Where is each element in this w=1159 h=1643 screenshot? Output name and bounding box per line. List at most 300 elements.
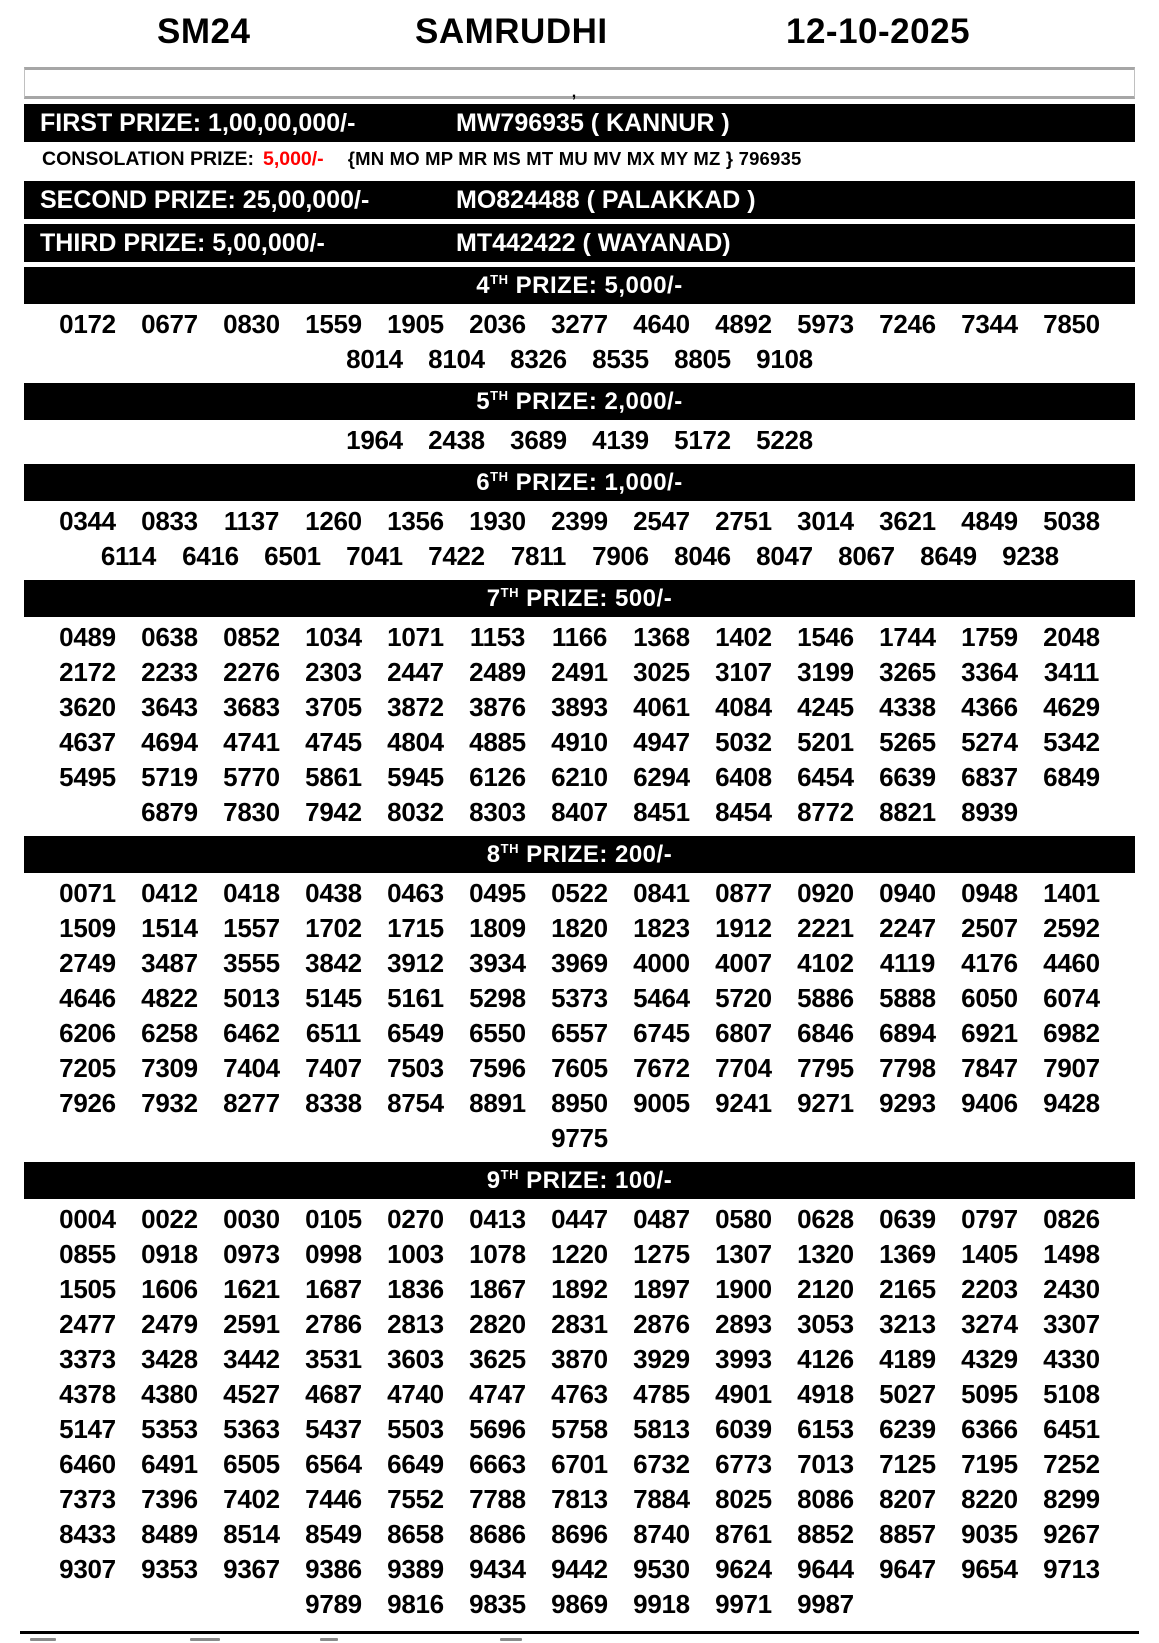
lottery-number: 2430: [1043, 1274, 1100, 1304]
lottery-number: 4822: [141, 983, 198, 1013]
prize-section: [0, 836, 1159, 1157]
lottery-number: 3625: [469, 1344, 526, 1374]
lottery-number: 7309: [141, 1053, 198, 1083]
number-row: [0, 946, 1159, 981]
lottery-number: 9035: [961, 1519, 1018, 1549]
lottery-number: 0580: [715, 1204, 772, 1234]
lottery-number: 6663: [469, 1449, 526, 1479]
lottery-number: 2233: [141, 657, 198, 687]
lottery-number: 5503: [387, 1414, 444, 1444]
lottery-number: 8014: [346, 344, 403, 374]
lottery-number: 0412: [141, 878, 198, 908]
lottery-number: 2749: [59, 948, 116, 978]
lottery-number: 7811: [510, 541, 567, 571]
lottery-number: 9835: [469, 1589, 526, 1619]
number-row: [0, 690, 1159, 725]
lottery-number: 5888: [879, 983, 936, 1013]
lottery-number: 1744: [879, 622, 936, 652]
lottery-number: 4366: [961, 692, 1018, 722]
lottery-number: 9644: [797, 1554, 854, 1584]
draw-date: 12-10-2025: [786, 12, 971, 51]
lottery-number: 9428: [1043, 1088, 1100, 1118]
lottery-number: 8104: [428, 344, 485, 374]
lottery-number: 9271: [797, 1088, 854, 1118]
lottery-number: 3969: [551, 948, 608, 978]
lottery-number: 4745: [305, 727, 362, 757]
lottery-number: 6408: [715, 762, 772, 792]
lottery-number: 9987: [797, 1589, 854, 1619]
lottery-number: 8535: [592, 344, 649, 374]
lottery-number: 9108: [756, 344, 813, 374]
lottery-number: 1368: [633, 622, 690, 652]
lottery-number: 6879: [141, 797, 198, 827]
consolation-series: {MN MO MP MR MS MT MU MV MX MY MZ } 796935: [347, 148, 802, 169]
lottery-number: 7596: [469, 1053, 526, 1083]
lottery-number: 0830: [223, 309, 280, 339]
lottery-number: 2221: [797, 913, 854, 943]
lottery-number: 4189: [879, 1344, 936, 1374]
number-row: [0, 876, 1159, 911]
lottery-number: 0841: [633, 878, 690, 908]
lottery-number: 5027: [879, 1379, 936, 1409]
number-row: [0, 1447, 1159, 1482]
lottery-number: 1405: [961, 1239, 1018, 1269]
lottery-number: 4740: [387, 1379, 444, 1409]
lottery-number: 8950: [551, 1088, 608, 1118]
number-row: [0, 1587, 1159, 1622]
number-row: [0, 1202, 1159, 1237]
lottery-number: 3705: [305, 692, 362, 722]
number-row: [0, 1377, 1159, 1412]
lottery-number: 3411: [1043, 657, 1100, 687]
lottery-number: 9367: [223, 1554, 280, 1584]
lottery-number: 8772: [797, 797, 854, 827]
lottery-number: 1559: [305, 309, 362, 339]
lottery-number: 9918: [633, 1589, 690, 1619]
lottery-number: 0677: [141, 309, 198, 339]
third-prize-label: THIRD PRIZE: 5,00,000/-: [40, 228, 325, 257]
number-row: [0, 423, 1159, 458]
lottery-number: 8086: [797, 1484, 854, 1514]
lottery-number: 4380: [141, 1379, 198, 1409]
lottery-number: 1498: [1043, 1239, 1100, 1269]
lottery-number: 7446: [305, 1484, 362, 1514]
lottery-number: 8761: [715, 1519, 772, 1549]
lottery-number: 0418: [223, 878, 280, 908]
lottery-number: 2831: [551, 1309, 608, 1339]
lottery-number: 3014: [797, 506, 854, 536]
lottery-number: 3912: [387, 948, 444, 978]
lottery-number: 1166: [551, 622, 608, 652]
second-prize-winner: MO824488 ( PALAKKAD ): [456, 185, 756, 214]
lottery-number: 5161: [387, 983, 444, 1013]
number-row: [0, 1272, 1159, 1307]
lottery-number: 4126: [797, 1344, 854, 1374]
lottery-number: 4849: [961, 506, 1018, 536]
lottery-number: 6074: [1043, 983, 1100, 1013]
number-row: [0, 1307, 1159, 1342]
lottery-number: 2165: [879, 1274, 936, 1304]
lottery-number: 0628: [797, 1204, 854, 1234]
lottery-number: 1078: [469, 1239, 526, 1269]
prize-section-header: 8TH PRIZE: 200/-: [24, 836, 1135, 873]
lottery-number: 3689: [510, 425, 567, 455]
lottery-number: 4804: [387, 727, 444, 757]
lottery-number: 1867: [469, 1274, 526, 1304]
lottery-number: 6460: [59, 1449, 116, 1479]
lottery-number: 1509: [59, 913, 116, 943]
lottery-number: 1900: [715, 1274, 772, 1304]
lottery-number: 4460: [1043, 948, 1100, 978]
lottery-number: 7704: [715, 1053, 772, 1083]
prize-section: [0, 383, 1159, 459]
lottery-number: 7850: [1043, 309, 1100, 339]
lottery-number: 3893: [551, 692, 608, 722]
lottery-number: 2438: [428, 425, 485, 455]
lottery-number: 3872: [387, 692, 444, 722]
lottery-number: 3307: [1043, 1309, 1100, 1339]
lottery-number: 3487: [141, 948, 198, 978]
lottery-number: 0973: [223, 1239, 280, 1269]
lottery-number: 4763: [551, 1379, 608, 1409]
lottery-number: 3683: [223, 692, 280, 722]
ticket-search-input[interactable]: [24, 67, 1135, 99]
lottery-number: 2876: [633, 1309, 690, 1339]
lottery-number: 8740: [633, 1519, 690, 1549]
lottery-number: 8658: [387, 1519, 444, 1549]
lottery-number: 6462: [223, 1018, 280, 1048]
number-grid: [0, 306, 1159, 378]
lottery-number: 6549: [387, 1018, 444, 1048]
lottery-number: 2303: [305, 657, 362, 687]
lottery-number: 4119: [879, 948, 936, 978]
number-row: [0, 1342, 1159, 1377]
lottery-number: 0071: [59, 878, 116, 908]
number-row: [0, 1121, 1159, 1156]
lottery-number: 5437: [305, 1414, 362, 1444]
lottery-number: 0270: [387, 1204, 444, 1234]
lottery-number: 2399: [551, 506, 608, 536]
lottery-number: 6416: [182, 541, 239, 571]
lottery-number: 1071: [387, 622, 444, 652]
lottery-number: 3621: [879, 506, 936, 536]
lottery-number: 2276: [223, 657, 280, 687]
lottery-number: 8891: [469, 1088, 526, 1118]
number-row: [0, 1016, 1159, 1051]
prize-section: [0, 1162, 1159, 1623]
lottery-number: 5228: [756, 425, 813, 455]
lottery-number: 9386: [305, 1554, 362, 1584]
number-grid: [0, 422, 1159, 459]
lottery-number: 1275: [633, 1239, 690, 1269]
lottery-number: 3213: [879, 1309, 936, 1339]
lottery-number: 4640: [633, 309, 690, 339]
lottery-number: 6894: [879, 1018, 936, 1048]
lottery-number: 3842: [305, 948, 362, 978]
lottery-number: 3373: [59, 1344, 116, 1374]
number-row: [0, 981, 1159, 1016]
lottery-number: 1809: [469, 913, 526, 943]
lottery-number: 8326: [510, 344, 567, 374]
lottery-number: 9442: [551, 1554, 608, 1584]
lottery-number: 7344: [961, 309, 1018, 339]
lottery-number: 9654: [961, 1554, 1018, 1584]
lottery-number: 8852: [797, 1519, 854, 1549]
lottery-number: 9816: [387, 1589, 444, 1619]
lottery-number: 3199: [797, 657, 854, 687]
lottery-number: 9775: [551, 1123, 608, 1153]
lottery-number: 9406: [961, 1088, 1018, 1118]
lottery-number: 4330: [1043, 1344, 1100, 1374]
lottery-number: 1759: [961, 622, 1018, 652]
lottery-number: 6837: [961, 762, 1018, 792]
lottery-number: 2203: [961, 1274, 1018, 1304]
lottery-number: 0940: [879, 878, 936, 908]
lottery-number: 9241: [715, 1088, 772, 1118]
lottery-number: 4629: [1043, 692, 1100, 722]
lottery-number: 8649: [920, 541, 977, 571]
lottery-number: 9869: [551, 1589, 608, 1619]
lottery-number: 9307: [59, 1554, 116, 1584]
lottery-number: 7847: [961, 1053, 1018, 1083]
lottery-number: 5758: [551, 1414, 608, 1444]
lottery-number: 4687: [305, 1379, 362, 1409]
lottery-number: 8451: [633, 797, 690, 827]
lottery-number: 7246: [879, 309, 936, 339]
lottery-number: 1356: [387, 506, 444, 536]
lottery-number: 1823: [633, 913, 690, 943]
lottery-number: 1260: [305, 506, 362, 536]
lottery-number: 3277: [551, 309, 608, 339]
lottery-number: 8338: [305, 1088, 362, 1118]
lottery-number: 5032: [715, 727, 772, 757]
lottery-number: 4102: [797, 948, 854, 978]
first-prize-label: FIRST PRIZE: 1,00,00,000/-: [40, 108, 356, 137]
lottery-number: 1897: [633, 1274, 690, 1304]
lottery-number: 7125: [879, 1449, 936, 1479]
lottery-number: 8433: [59, 1519, 116, 1549]
lottery-number: 3929: [633, 1344, 690, 1374]
lottery-number: 6451: [1043, 1414, 1100, 1444]
lottery-number: 3364: [961, 657, 1018, 687]
lottery-number: 4338: [879, 692, 936, 722]
lottery-number: 4901: [715, 1379, 772, 1409]
lottery-number: 2120: [797, 1274, 854, 1304]
lottery-number: 6239: [879, 1414, 936, 1444]
lottery-number: 9530: [633, 1554, 690, 1584]
lottery-number: 8686: [469, 1519, 526, 1549]
first-prize-bar: [24, 104, 1135, 142]
lottery-number: 8277: [223, 1088, 280, 1118]
lottery-number: 9005: [633, 1088, 690, 1118]
lottery-number: 0522: [551, 878, 608, 908]
lottery-number: 9789: [305, 1589, 362, 1619]
lottery-number: 6639: [879, 762, 936, 792]
lottery-number: 6846: [797, 1018, 854, 1048]
lottery-number: 9624: [715, 1554, 772, 1584]
lottery-number: 5719: [141, 762, 198, 792]
lottery-number: 6921: [961, 1018, 1018, 1048]
lottery-number: 4646: [59, 983, 116, 1013]
lottery-number: 6114: [100, 541, 157, 571]
lottery-number: 5886: [797, 983, 854, 1013]
lottery-number: 9647: [879, 1554, 936, 1584]
lottery-number: 2247: [879, 913, 936, 943]
second-prize-bar: [24, 181, 1135, 219]
lottery-number: 0852: [223, 622, 280, 652]
lottery-number: 7830: [223, 797, 280, 827]
number-grid: [0, 1201, 1159, 1623]
lottery-number: 8696: [551, 1519, 608, 1549]
lottery-number: 1401: [1043, 878, 1100, 908]
lottery-number: 8821: [879, 797, 936, 827]
lottery-number: 0172: [59, 309, 116, 339]
consolation-amount: 5,000/-: [262, 147, 324, 170]
stray-comma-mark: ,: [571, 84, 577, 101]
lottery-number: 7672: [633, 1053, 690, 1083]
lottery-number: 0877: [715, 878, 772, 908]
lottery-number: 6807: [715, 1018, 772, 1048]
lottery-number: 0030: [223, 1204, 280, 1234]
lottery-number: 5274: [961, 727, 1018, 757]
lottery-number: 9267: [1043, 1519, 1100, 1549]
lottery-number: 4947: [633, 727, 690, 757]
lottery-number: 7906: [592, 541, 649, 571]
lottery-number: 1505: [59, 1274, 116, 1304]
lottery-number: 2479: [141, 1309, 198, 1339]
prize-section-header: 9TH PRIZE: 100/-: [24, 1162, 1135, 1199]
lottery-number: 8303: [469, 797, 526, 827]
lottery-number: 5265: [879, 727, 936, 757]
number-row: [0, 539, 1159, 574]
lottery-number: 9389: [387, 1554, 444, 1584]
lottery-number: 0438: [305, 878, 362, 908]
lottery-number: 2547: [633, 506, 690, 536]
lottery-number: 0105: [305, 1204, 362, 1234]
lottery-number: 0447: [551, 1204, 608, 1234]
lottery-number: 1320: [797, 1239, 854, 1269]
lottery-name: SAMRUDHI: [415, 12, 608, 51]
number-row: [0, 1412, 1159, 1447]
lottery-number: 0487: [633, 1204, 690, 1234]
lottery-number: 1912: [715, 913, 772, 943]
lottery-number: 8805: [674, 344, 731, 374]
lottery-number: 0413: [469, 1204, 526, 1234]
lottery-number: 3428: [141, 1344, 198, 1374]
clipped-print-fragments: [0, 1634, 1159, 1643]
lottery-number: 8032: [387, 797, 444, 827]
lottery-number: 6206: [59, 1018, 116, 1048]
lottery-number: 7041: [346, 541, 403, 571]
lottery-number: 7795: [797, 1053, 854, 1083]
lottery-number: 7926: [59, 1088, 116, 1118]
lottery-number: 5363: [223, 1414, 280, 1444]
lottery-number: 1687: [305, 1274, 362, 1304]
lottery-number: 8454: [715, 797, 772, 827]
lottery-number: 4527: [223, 1379, 280, 1409]
lottery-number: 6564: [305, 1449, 362, 1479]
lottery-number: 8207: [879, 1484, 936, 1514]
lottery-number: 8754: [387, 1088, 444, 1118]
lottery-number: 4741: [223, 727, 280, 757]
lottery-number: 6126: [469, 762, 526, 792]
lottery-number: 9293: [879, 1088, 936, 1118]
lottery-number: 1964: [346, 425, 403, 455]
lottery-number: 5495: [59, 762, 116, 792]
lottery-number: 6511: [305, 1018, 362, 1048]
lottery-number: 6701: [551, 1449, 608, 1479]
masthead: [0, 0, 1159, 60]
lottery-number: 1820: [551, 913, 608, 943]
lottery-number: 8514: [223, 1519, 280, 1549]
lottery-number: 0855: [59, 1239, 116, 1269]
lottery-number: 0918: [141, 1239, 198, 1269]
number-row: [0, 760, 1159, 795]
lottery-number: 5945: [387, 762, 444, 792]
third-prize-winner: MT442422 ( WAYANAD): [456, 228, 731, 257]
lottery-number: 3025: [633, 657, 690, 687]
lottery-number: 3265: [879, 657, 936, 687]
prize-section-header: 7TH PRIZE: 500/-: [24, 580, 1135, 617]
third-prize-bar: [24, 224, 1135, 262]
lottery-number: 3555: [223, 948, 280, 978]
lottery-number: 4785: [633, 1379, 690, 1409]
lottery-number: 6491: [141, 1449, 198, 1479]
lottery-number: 2751: [715, 506, 772, 536]
lottery-number: 5770: [223, 762, 280, 792]
lottery-number: 6039: [715, 1414, 772, 1444]
lottery-number: 2507: [961, 913, 1018, 943]
number-row: [0, 655, 1159, 690]
lottery-number: 6505: [223, 1449, 280, 1479]
number-row: [0, 307, 1159, 342]
lottery-number: 6732: [633, 1449, 690, 1479]
lottery-number: 0639: [879, 1204, 936, 1234]
number-row: [0, 342, 1159, 377]
lottery-number: 5720: [715, 983, 772, 1013]
lottery-number: 2489: [469, 657, 526, 687]
number-row: [0, 1051, 1159, 1086]
lottery-number: 0004: [59, 1204, 116, 1234]
lottery-number: 3603: [387, 1344, 444, 1374]
lottery-number: 9434: [469, 1554, 526, 1584]
lottery-number: 2172: [59, 657, 116, 687]
consolation-label: CONSOLATION PRIZE:: [42, 147, 254, 170]
lottery-number: 8047: [756, 541, 813, 571]
lottery-number: 2813: [387, 1309, 444, 1339]
lottery-number: 2477: [59, 1309, 116, 1339]
lottery-number: 1402: [715, 622, 772, 652]
lottery-number: 4885: [469, 727, 526, 757]
lottery-number: 1930: [469, 506, 526, 536]
print-fragment: [500, 1638, 522, 1641]
lottery-number: 6557: [551, 1018, 608, 1048]
lottery-number: 3274: [961, 1309, 1018, 1339]
lottery-number: 4245: [797, 692, 854, 722]
lottery-number: 6773: [715, 1449, 772, 1479]
lottery-number: 6050: [961, 983, 1018, 1013]
number-row: [0, 1482, 1159, 1517]
lottery-number: 5095: [961, 1379, 1018, 1409]
lottery-number: 6849: [1043, 762, 1100, 792]
number-row: [0, 1517, 1159, 1552]
number-row: [0, 1237, 1159, 1272]
lottery-number: 5147: [59, 1414, 116, 1444]
number-row: [0, 504, 1159, 539]
lottery-number: 3053: [797, 1309, 854, 1339]
number-row: [0, 1086, 1159, 1121]
lottery-number: 1546: [797, 622, 854, 652]
